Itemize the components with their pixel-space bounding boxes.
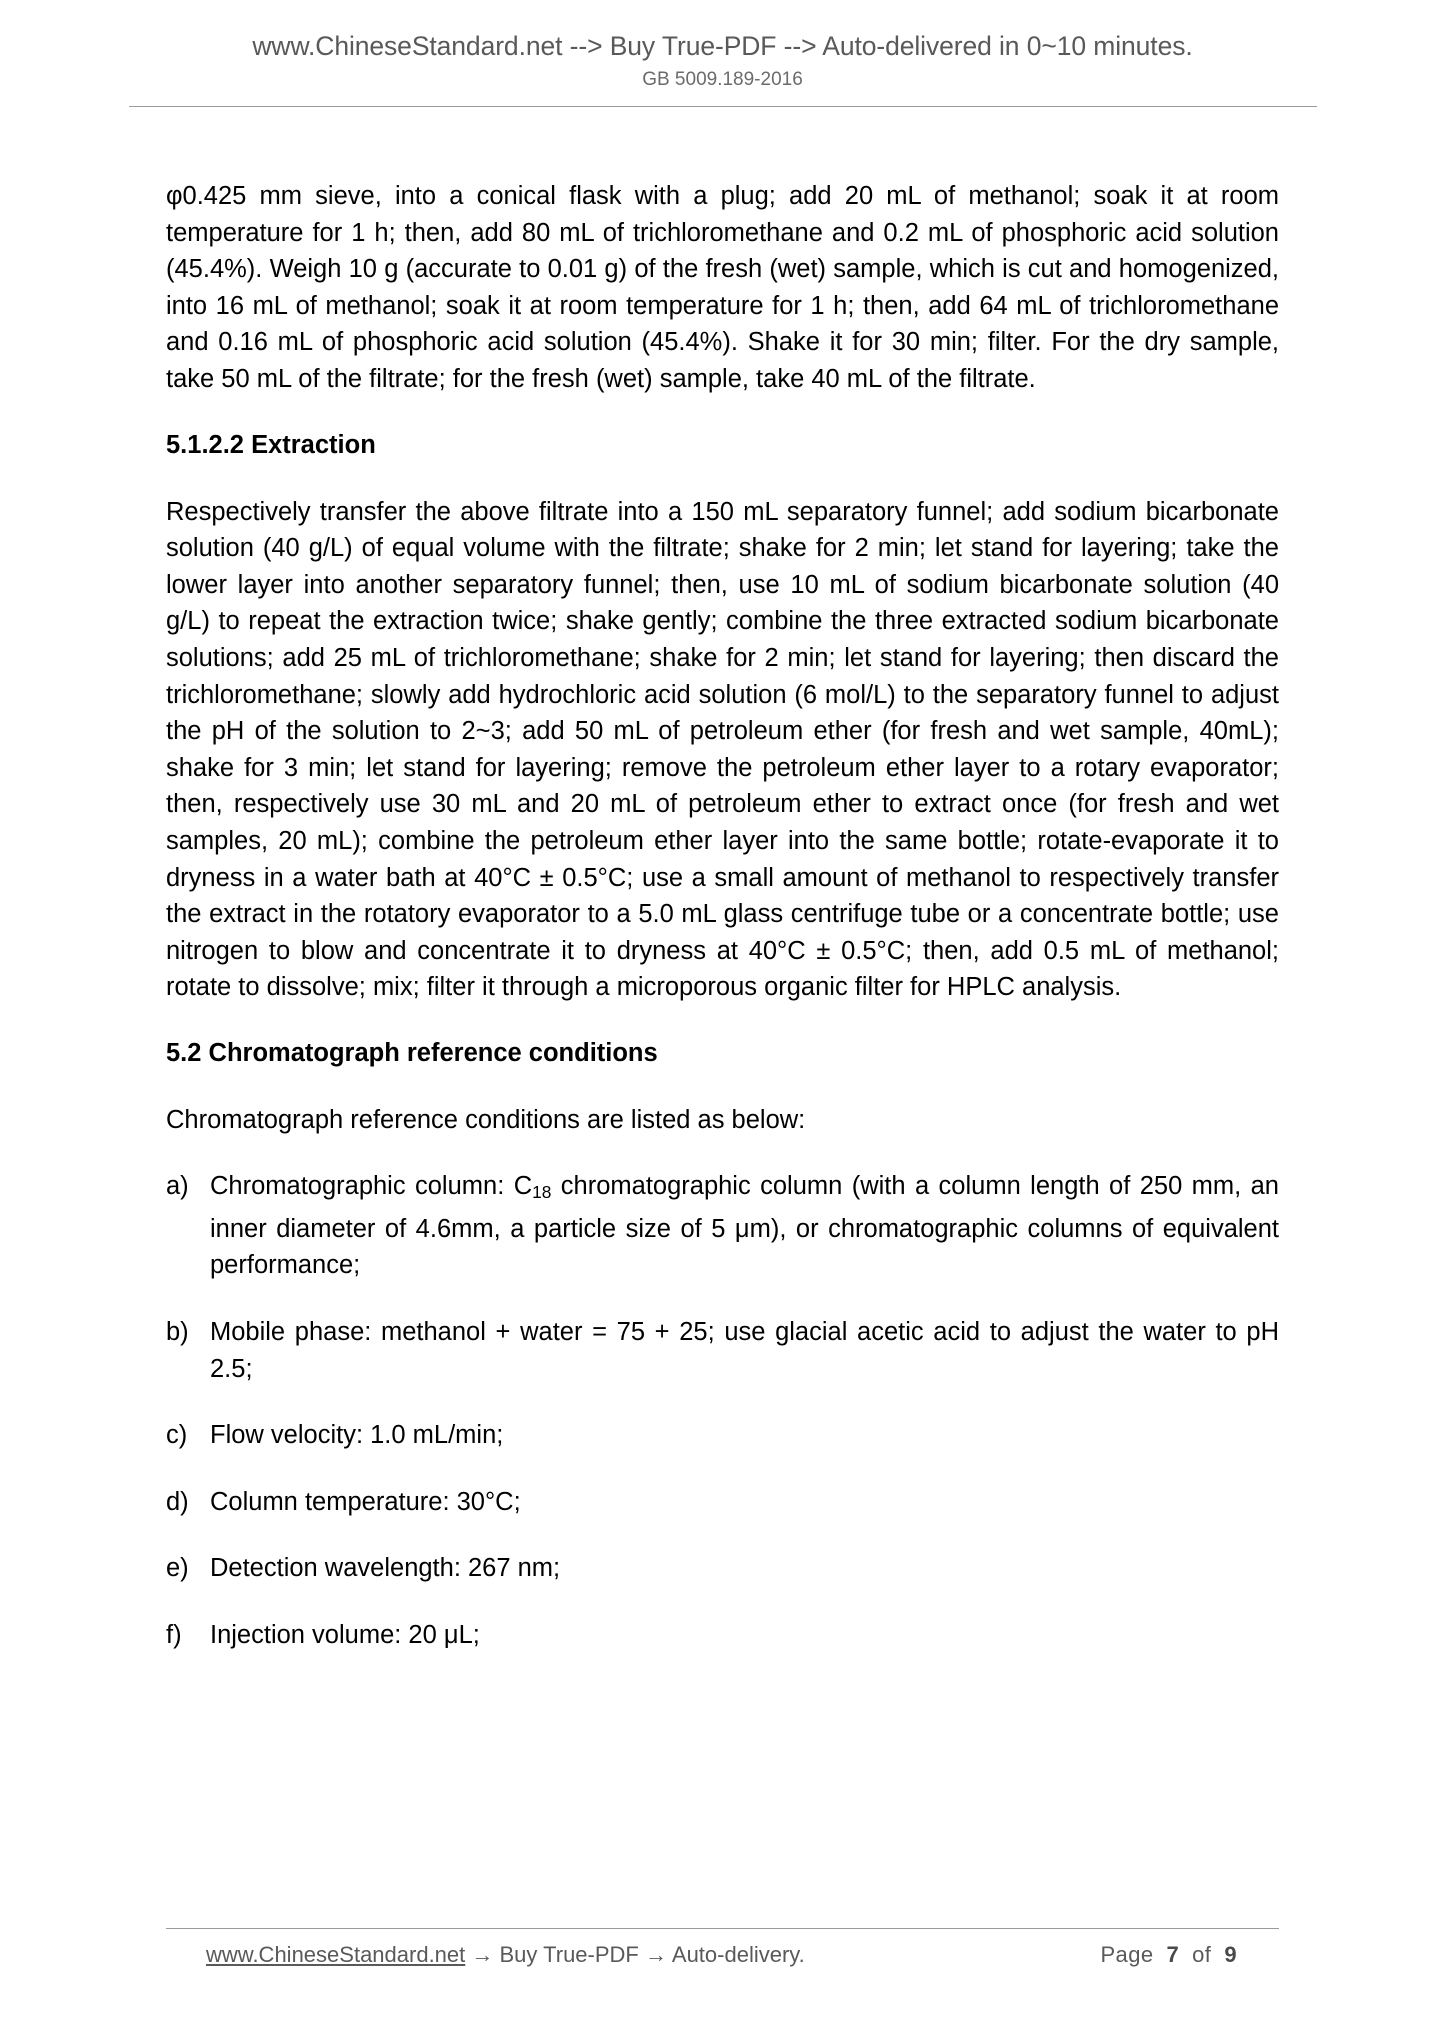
standard-code-text: GB 5009.189-2016: [642, 69, 803, 91]
footer-divider: [166, 1928, 1279, 1929]
paragraph-sample-preparation: φ0.425 mm sieve, into a conical flask with a plug; add 20 mL of methanol; soak it at room temperature for 1 h; then, add 80 mL of trichloromethane and 0.2 mL of phosphoric acid solution (45.4%). Weigh 10 g (accurate to 0.01 g) of the fresh (wet) sample, which is cut and homogenized, into 16 mL of methanol; soak it at room temperature for 1 h; then, add 64 mL of trichloromethane and 0.16 mL of phosphoric acid solution (45.4%). Shake it for 30 min; filter. For the dry sample, take 50 mL of the filtrate; for the fresh (wet) sample, take 40 mL of the filtrate.: [166, 182, 1279, 393]
footer-promo: [206, 1941, 805, 1970]
promo-banner-text: www.ChineseStandard.net --> Buy True-PDF --> Auto-delivered in 0~10 minutes.: [252, 31, 1193, 61]
list-item-marker: c): [166, 1421, 188, 1450]
page-header: [0, 0, 1445, 107]
list-item: [166, 1550, 1279, 1587]
list-item-text-part-1: Chromatographic column: C: [210, 1172, 533, 1201]
list-item: [166, 1617, 1279, 1654]
footer-arrow-2-icon: →: [638, 1942, 672, 1968]
total-page-number: 9: [1224, 1942, 1237, 1968]
current-page-number: 7: [1166, 1942, 1180, 1968]
list-item-marker: d): [166, 1487, 189, 1516]
paragraph-extraction-procedure: Respectively transfer the above filtrate into a 150 mL separatory funnel; add sodium bicarbonate solution (40 g/L) of equal volume with the filtrate; shake for 2 min; let stand for layering; take the lower layer into another separatory funnel; then, use 10 mL of sodium bicarbonate solution (40 g/L) to repeat the extraction twice; shake gently; combine the three extracted sodium bicarbonate solutions; add 25 mL of trichloromethane; shake for 2 min; let stand for layering; then discard the trichloromethane; slowly add hydrochloric acid solution (6 mol/L) to the separatory funnel to adjust the pH of the solution to 2~3; add 50 mL of petroleum ether (for fresh and wet sample, 40mL); shake for 3 min; let stand for layering; remove the petroleum ether layer to a rotary evaporator; then, respectively use 30 mL and 20 mL of petroleum ether to extract once (for fresh and wet samples, 20 mL); combine the petroleum ether layer into the same bottle; rotate-evaporate it to dryness in a water bath at 40°C ± 0.5°C; use a small amount of methanol to respectively transfer the extract in the rotatory evaporator to a 5.0 mL glass centrifuge tube or a concentrate bottle; use nitrogen to blow and concentrate it to dryness at 40°C ± 0.5°C; then, add 0.5 mL of methanol; rotate to dissolve; mix; filter it through a microporous organic filter for HPLC analysis.: [166, 497, 1279, 1002]
list-item: [166, 1417, 1279, 1454]
list-item-text: Flow velocity: 1.0 mL/min;: [210, 1421, 504, 1450]
list-item: [166, 1314, 1279, 1387]
list-item-marker: b): [166, 1318, 189, 1347]
list-item-text: Column temperature: 30°C;: [210, 1487, 521, 1516]
footer-buy-text: Buy True-PDF: [499, 1942, 639, 1968]
chromatograph-conditions-list: [166, 1168, 1279, 1653]
list-item-marker: f): [166, 1621, 182, 1650]
subscript-18: 18: [532, 1182, 552, 1203]
list-item-text: Injection volume: 20 μL;: [210, 1621, 480, 1650]
list-item-text: Detection wavelength: 267 nm;: [210, 1554, 561, 1583]
of-label: of: [1192, 1942, 1212, 1968]
list-item: [166, 1484, 1279, 1521]
footer-arrow-1-icon: →: [465, 1942, 500, 1968]
lead-in-text: Chromatograph reference conditions are listed as below:: [166, 1105, 806, 1134]
list-item-text: Mobile phase: methanol + water = 75 + 25; use glacial acetic acid to adjust the water to pH 2.5;: [210, 1318, 1279, 1383]
heading-5-2-chromatograph-reference-conditions: 5.2 Chromatograph reference conditions: [166, 1038, 658, 1067]
list-item: [166, 1168, 1279, 1284]
document-body: [166, 178, 1279, 1684]
heading-5-1-2-2-extraction: 5.1.2.2 Extraction: [166, 430, 376, 459]
page-indicator: [1100, 1941, 1237, 1970]
list-item-marker: a): [166, 1172, 189, 1201]
footer-site-link[interactable]: www.ChineseStandard.net: [206, 1942, 466, 1968]
footer-delivery-text: Auto-delivery.: [671, 1942, 805, 1968]
list-item-marker: e): [166, 1554, 189, 1583]
page-label: Page: [1100, 1942, 1154, 1968]
header-divider: [129, 106, 1317, 107]
page-footer: [166, 1928, 1279, 1970]
list-item-text-part-2: chromatographic column (with a column length of 250 mm, an inner diameter of 4.6mm, a particle size of 5 μm), or chromatographic columns of equivalent performance;: [210, 1172, 1279, 1280]
list-item-text: [210, 1168, 1279, 1284]
